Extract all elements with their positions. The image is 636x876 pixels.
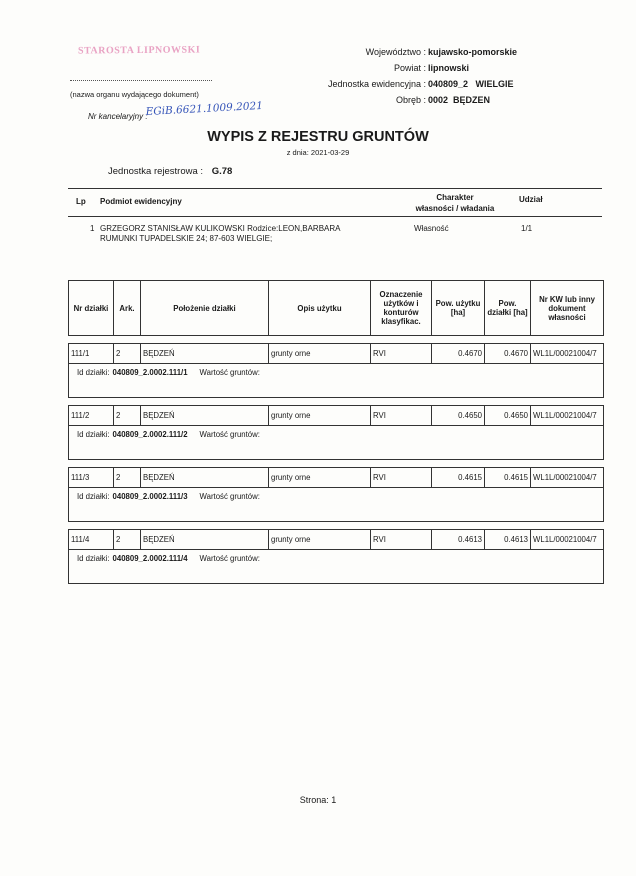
cell-location: BĘDZEŃ	[141, 530, 269, 550]
cell-land-register: WL1L/00021004/7	[531, 468, 604, 488]
cell-classification: RVI	[371, 406, 432, 426]
col-land-use: Opis użytku	[269, 281, 371, 336]
cell-area-use: 0.4615	[432, 468, 485, 488]
owners-top-rule	[68, 188, 602, 189]
table-gap	[69, 398, 604, 406]
owner-row-subject	[100, 224, 341, 244]
admin-label-unit: Jednostka ewidencyjna :	[327, 79, 426, 89]
plot-id-label: Id działki:	[77, 430, 110, 439]
cell-area-plot: 0.4650	[485, 406, 531, 426]
owners-col-lp: Lp	[76, 197, 86, 206]
cell-plot-id	[69, 426, 604, 460]
table-row-id	[69, 488, 604, 522]
cell-plot-id	[69, 550, 604, 584]
admin-value-voivodeship: kujawsko-pomorskie	[428, 47, 518, 57]
cell-area-plot: 0.4615	[485, 468, 531, 488]
admin-label-precinct: Obręb :	[395, 95, 426, 105]
col-location: Położenie działki	[141, 281, 269, 336]
land-value-label: Wartość gruntów:	[199, 368, 260, 377]
col-area-use: Pow. użytku [ha]	[432, 281, 485, 336]
cell-area-use: 0.4650	[432, 406, 485, 426]
cell-plot-id	[69, 488, 604, 522]
gap-cell	[69, 336, 604, 344]
cell-location: BĘDZEŃ	[141, 406, 269, 426]
land-value-label: Wartość gruntów:	[199, 430, 260, 439]
owner-row-share: 1/1	[521, 224, 533, 233]
admin-values	[428, 44, 517, 108]
table-gap	[69, 460, 604, 468]
owners-col-subject: Podmiot ewidencyjny	[100, 197, 182, 206]
admin-value-precinct: 0002 BĘDZEN	[428, 95, 491, 105]
page-number: Strona: 1	[299, 795, 337, 805]
cell-classification: RVI	[371, 468, 432, 488]
admin-value-unit: 040809_2 WIELGIE	[428, 79, 514, 89]
table-row	[69, 344, 604, 364]
cell-land-use: grunty orne	[269, 530, 371, 550]
table-row	[69, 468, 604, 488]
admin-label-county: Powiat :	[393, 63, 426, 73]
col-area-plot: Pow. działki [ha]	[485, 281, 531, 336]
owners-col-character-line1: Charakter	[436, 193, 474, 202]
owners-header-rule	[68, 216, 602, 217]
cell-location: BĘDZEŃ	[141, 468, 269, 488]
plot-id-label: Id działki:	[77, 492, 110, 501]
office-number-label: Nr kancelaryjny :	[88, 112, 148, 121]
col-land-register: Nr KW lub inny dokument własności	[531, 281, 604, 336]
cell-classification: RVI	[371, 344, 432, 364]
admin-label-voivodeship: Województwo :	[365, 47, 426, 57]
cell-land-register: WL1L/00021004/7	[531, 406, 604, 426]
col-plot-number: Nr działki	[69, 281, 114, 336]
plot-id-label: Id działki:	[77, 554, 110, 563]
plots-table	[68, 280, 604, 584]
office-number-handwritten: EGiB.6621.1009.2021	[145, 99, 264, 118]
col-sheet: Ark.	[114, 281, 141, 336]
gap-cell	[69, 398, 604, 406]
cell-sheet: 2	[114, 468, 141, 488]
table-row-id	[69, 364, 604, 398]
cell-classification: RVI	[371, 530, 432, 550]
cell-plot-number: 111/2	[69, 406, 114, 426]
cell-plot-number: 111/4	[69, 530, 114, 550]
registry-unit-label: Jednostka rejestrowa :	[108, 166, 204, 177]
owner-row-lp: 1	[90, 224, 95, 233]
plot-id-value: 040809_2.0002.111/1	[112, 368, 188, 377]
cell-land-use: grunty orne	[269, 468, 371, 488]
table-row-id	[69, 550, 604, 584]
plot-id-value: 040809_2.0002.111/2	[112, 430, 188, 439]
registry-unit	[108, 166, 232, 177]
land-value-label: Wartość gruntów:	[199, 492, 260, 501]
cell-plot-number: 111/1	[69, 344, 114, 364]
plots-header-row	[69, 281, 604, 336]
owner-subject-line1: GRZEGORZ STANISŁAW KULIKOWSKI Rodzice:LEON,BARBARA	[100, 224, 341, 233]
cell-area-plot: 0.4613	[485, 530, 531, 550]
cell-plot-id	[69, 364, 604, 398]
cell-land-use: grunty orne	[269, 406, 371, 426]
cell-land-register: WL1L/00021004/7	[531, 344, 604, 364]
land-value-label: Wartość gruntów:	[199, 554, 260, 563]
table-row	[69, 406, 604, 426]
plot-id-label: Id działki:	[77, 368, 110, 377]
admin-labels	[328, 44, 426, 108]
owner-subject-line2: RUMUNKI TUPADELSKIE 24; 87-603 WIELGIE;	[100, 234, 273, 243]
plot-id-value: 040809_2.0002.111/4	[112, 554, 188, 563]
cell-sheet: 2	[114, 406, 141, 426]
col-classification: Oznaczenie użytków i konturów klasyfikac.	[371, 281, 432, 336]
issuer-stamp: STAROSTA LIPNOWSKI	[77, 44, 201, 57]
gap-cell	[69, 460, 604, 468]
cell-sheet: 2	[114, 344, 141, 364]
registry-unit-value: G.78	[211, 166, 233, 177]
cell-land-use: grunty orne	[269, 344, 371, 364]
cell-area-plot: 0.4670	[485, 344, 531, 364]
plot-id-value: 040809_2.0002.111/3	[112, 492, 188, 501]
admin-value-county: lipnowski	[428, 63, 470, 73]
owners-col-character	[400, 192, 510, 214]
table-gap	[69, 522, 604, 530]
table-gap	[69, 336, 604, 344]
cell-sheet: 2	[114, 530, 141, 550]
gap-cell	[69, 522, 604, 530]
cell-area-use: 0.4613	[432, 530, 485, 550]
cell-location: BĘDZEŃ	[141, 344, 269, 364]
table-row	[69, 530, 604, 550]
cell-land-register: WL1L/00021004/7	[531, 530, 604, 550]
cell-area-use: 0.4670	[432, 344, 485, 364]
owners-col-character-line2: własności / władania	[415, 204, 495, 213]
issuer-dotted-line	[70, 80, 212, 81]
table-row-id	[69, 426, 604, 460]
owners-col-share: Udział	[519, 195, 543, 204]
document-title: WYPIS Z REJESTRU GRUNTÓW	[207, 129, 429, 145]
owner-row-character: Własność	[414, 224, 449, 233]
cell-plot-number: 111/3	[69, 468, 114, 488]
document-date: z dnia: 2021-03-29	[286, 148, 350, 157]
issuer-label: (nazwa organu wydającego dokument)	[70, 90, 199, 99]
